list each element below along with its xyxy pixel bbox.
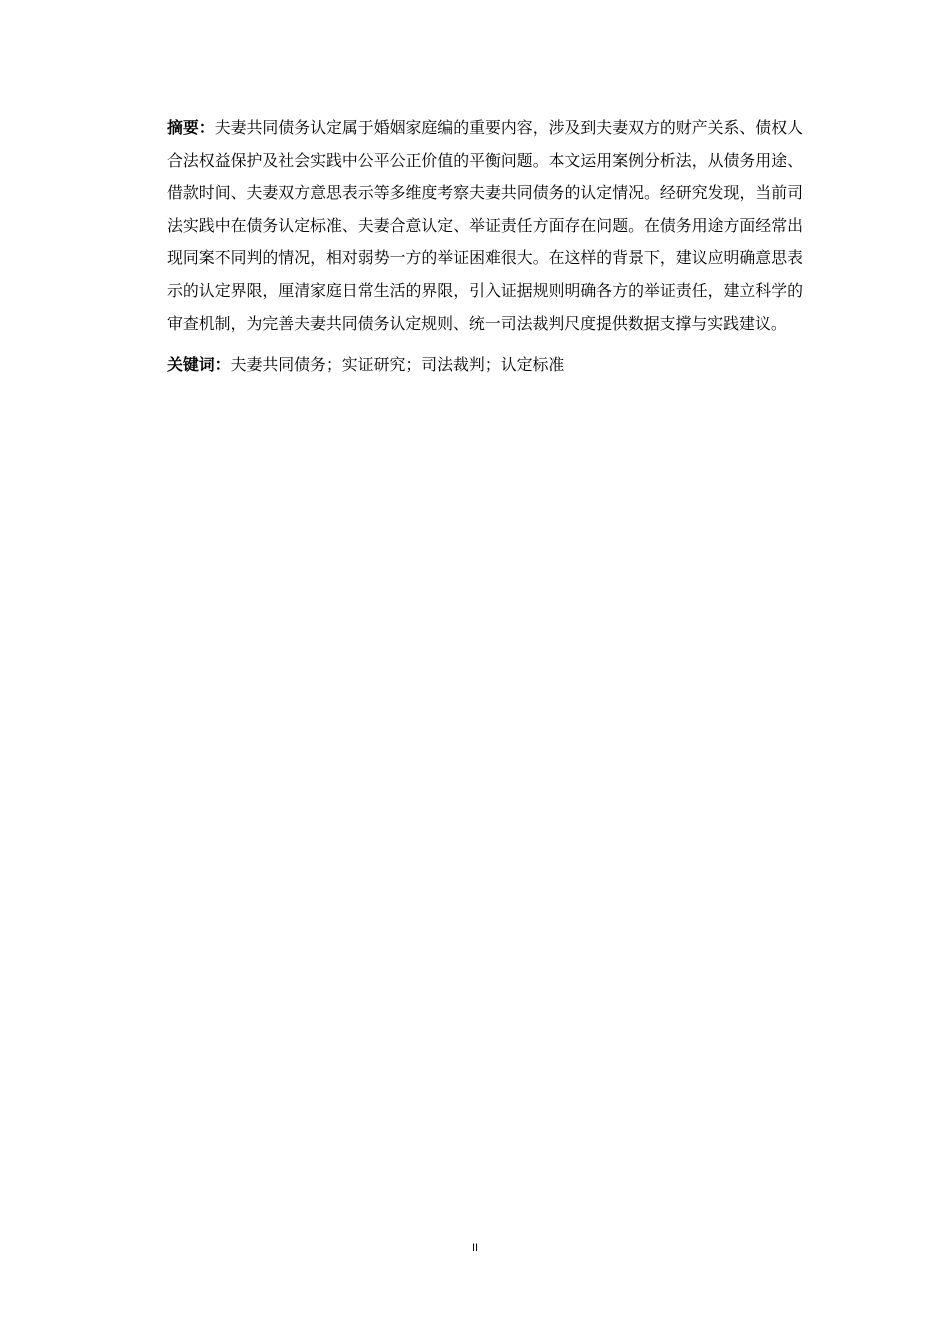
keywords-text: 夫妻共同债务；实证研究；司法裁判；认定标准 xyxy=(230,355,565,375)
keywords-label: 关键词： xyxy=(167,355,231,375)
keywords-paragraph xyxy=(167,349,803,382)
abstract-paragraph xyxy=(167,112,803,340)
abstract-text: 夫妻共同债务认定属于婚姻家庭编的重要内容，涉及到夫妻双方的财产关系、债权人合法权益保护及社会实践中公平公正价值的平衡问题。本文运用案例分析法，从债务用途、借款时间、夫妻双方意思表示等多维度考察夫妻共同债务的认定情况。经研究发现，当前司法实践中在债务认定标准、夫妻合意认定、举证责任方面存在问题。在债务用途方面经常出现同案不同判的情况，相对弱势一方的举证困难很大。在这样的背景下，建议应明确意思表示的认定界限，厘清家庭日常生活的界限，引入证据规则明确各方的举证责任，建立科学的审查机制，为完善夫妻共同债务认定规则、统一司法裁判尺度提供数据支撑与实践建议。 xyxy=(167,118,804,333)
page-number: II xyxy=(471,1242,479,1254)
abstract-label: 摘要： xyxy=(167,118,215,137)
abstract-section xyxy=(167,112,803,382)
